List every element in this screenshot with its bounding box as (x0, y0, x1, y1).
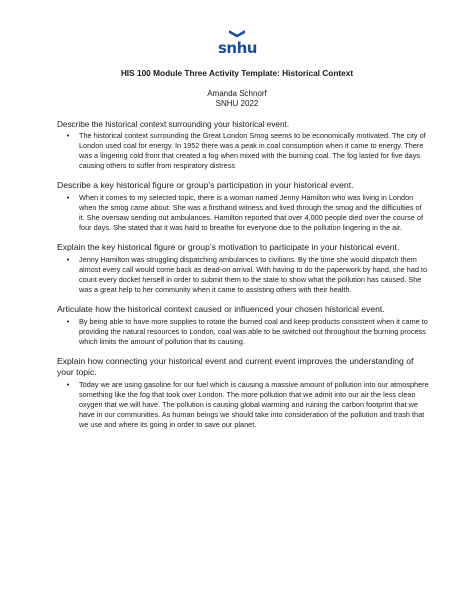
bullet-icon: • (66, 192, 70, 202)
document-body (57, 119, 429, 439)
section-question: Explain how connecting your historical event and current event improves the understanding of your topic. (57, 355, 414, 378)
section-key-figure (57, 180, 429, 233)
section-answer (57, 317, 429, 347)
institution-year: SNHU 2022 (215, 99, 259, 108)
bullet-icon: • (66, 379, 70, 389)
section-answer (57, 255, 429, 295)
answer-text: Today we are using gasoline for our fuel which is causing a massive amount of pollution into our atmosphere something like the fog that took over London. The more pollution that we admit into our air the less clean oxygen that we will have. The pollution is causing global warming and ruining the carbon footprint that we have in our communities. As human beings we should take into consideration of the pollution and trash that we use and where its going in order to save our planet. (79, 379, 429, 430)
snhu-logo (218, 30, 256, 60)
answer-text: The historical context surrounding the Great London Smog seems to be economically motivated. The city of London used coal for energy. In 1952 there was a peak in coal consumption when it came to energy. There was a lingering cold front that created a fog when mixed with the burning coal. The fog lasted for five days causing others to suffer from respiratory distress (79, 131, 426, 171)
section-question: Describe a key historical figure or group’s participation in your historical event. (57, 180, 354, 191)
answer-text: When it comes to my selected topic, there is a woman named Jenny Hamilton who was living in London when the smog came about. She was a firsthand witness and lived through the smog and the difficulties of it. She oversaw sending out ambulances. Hamilton reported that over 4,000 people died over the course of four days. She stated that it was hard to breathe for everyone due to the pollution lingering in the air. (79, 192, 423, 233)
answer-text: By being able to have more supplies to rotate the burned coal and keep products consistent when it came to providing the natural resources to London, coal was able to be switched out throughout the burning process which limits the amount of pollution that its causing. (79, 316, 428, 346)
section-motivation (57, 242, 429, 295)
section-answer (57, 131, 429, 171)
answer-text: Jenny Hamilton was struggling dispatching ambulances to civilians. By the time she would dispatch them almost every call would come back as dead-on arrival. With having to do the paperwork by hand, she had to count every docket herself in order to submit them to the state to show what the pollution has caused. She was a great help to her community when it came to assisting others with their health. (79, 254, 428, 295)
section-question: Describe the historical context surrounding your historical event. (57, 120, 290, 129)
author-name: Amanda Schnorf (207, 89, 267, 98)
section-historical-context (57, 119, 429, 171)
bullet-icon: • (66, 254, 70, 264)
bullet-icon: • (66, 131, 70, 140)
section-answer (57, 380, 429, 430)
section-influence (57, 304, 429, 347)
section-answer (57, 193, 429, 233)
bullet-icon: • (66, 316, 70, 326)
document-title: HIS 100 Module Three Activity Template: Historical Context (120, 68, 354, 78)
section-question: Explain the key historical figure or group’s motivation to participate in your historical event. (57, 242, 400, 253)
section-question: Articulate how the historical context caused or influenced your chosen historical event. (57, 304, 385, 315)
logo-chevron-icon (229, 30, 245, 39)
logo-text: snhu (218, 39, 257, 57)
section-connection (57, 356, 429, 430)
